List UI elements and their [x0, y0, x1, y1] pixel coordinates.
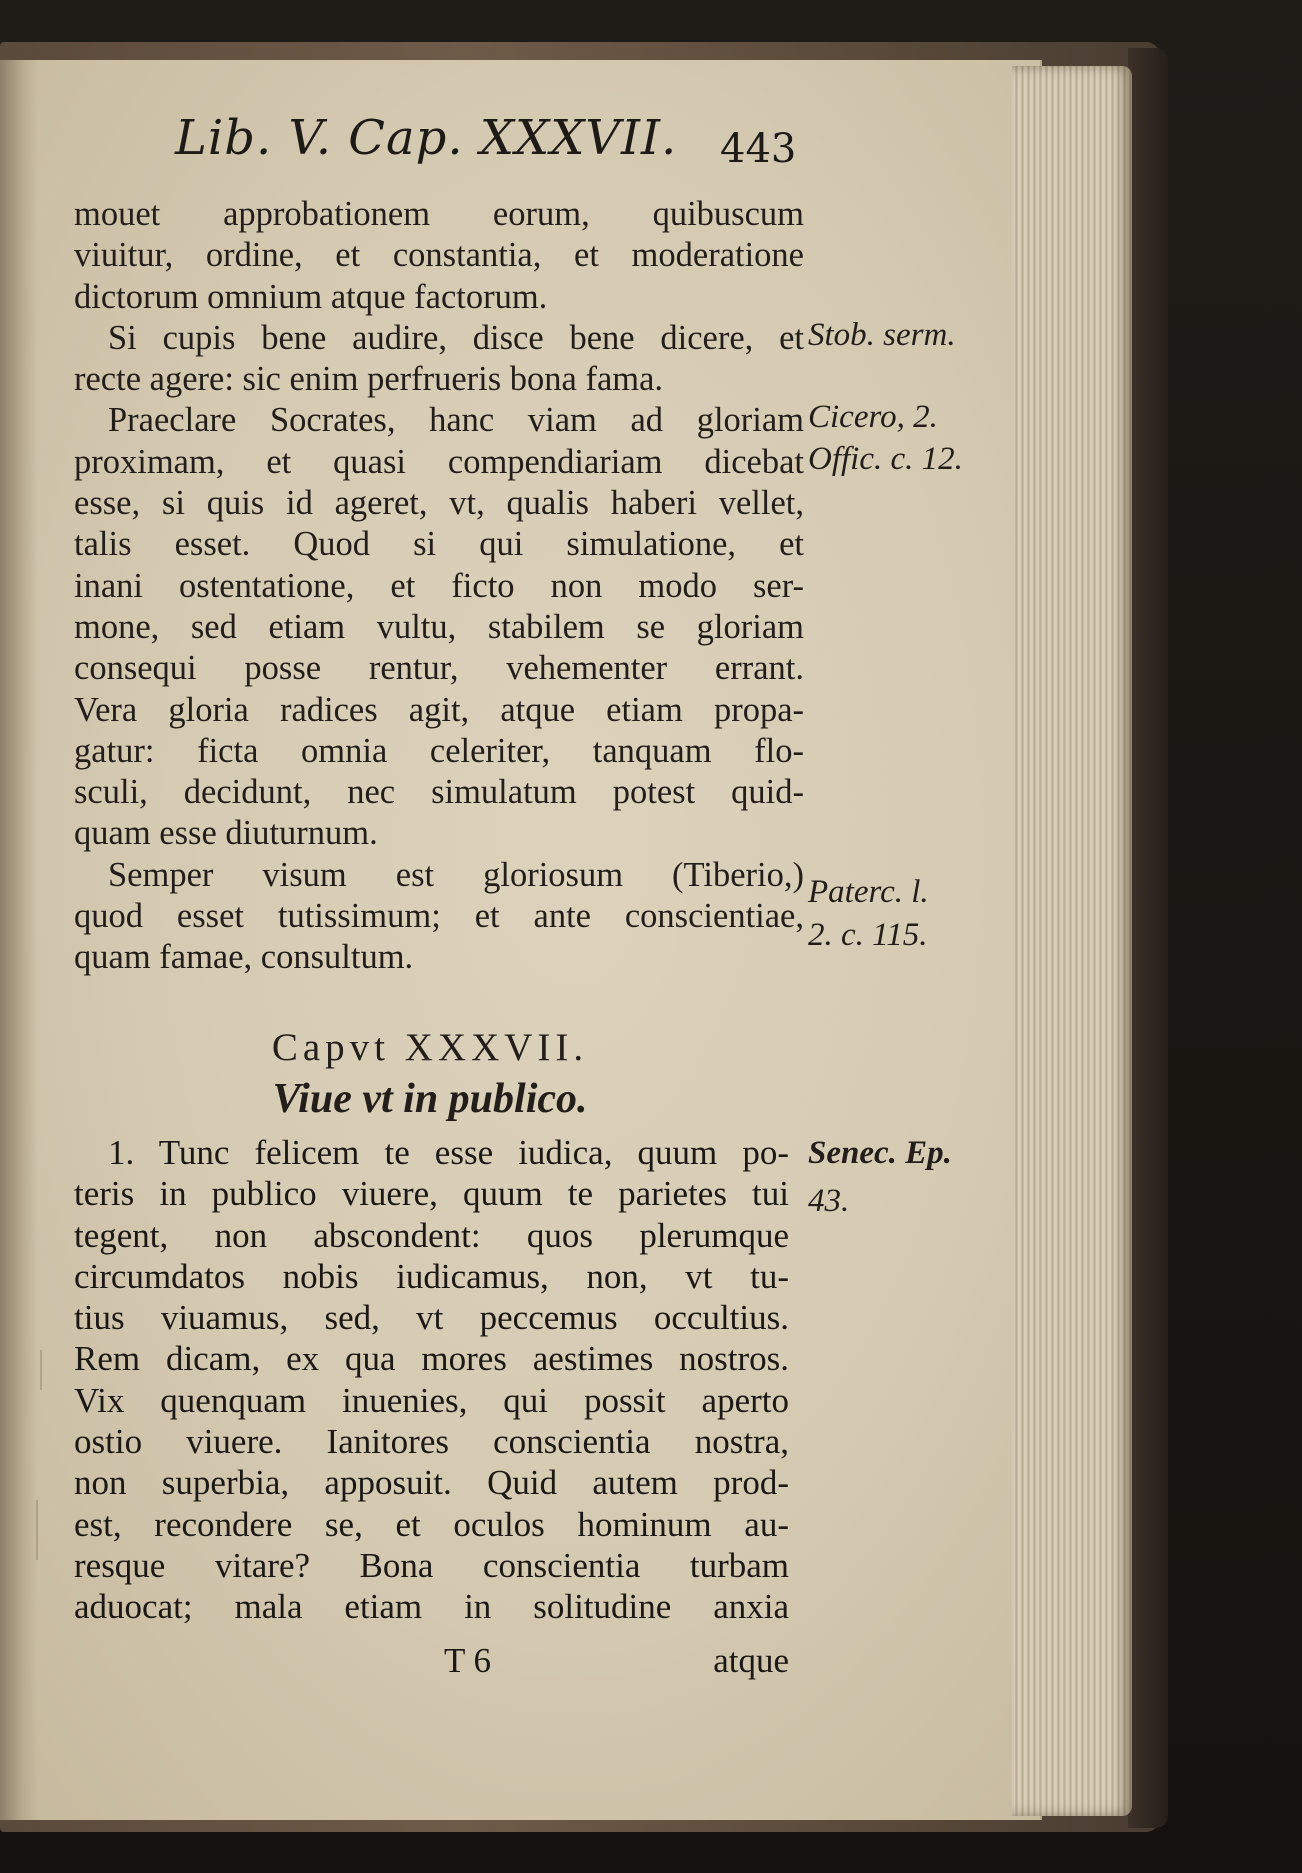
text-line: tegent, non abscondent: quos plerumque [74, 1215, 789, 1255]
text-line: mone, sed etiam vultu, stabilem se gloriam [74, 607, 804, 646]
running-head [0, 110, 1302, 170]
page-number: 443 [720, 126, 797, 172]
text-line: proximam, et quasi compendiariam dicebat [74, 442, 804, 481]
marginal-note-seneca-epistle: 43. [808, 1183, 850, 1219]
text-line: Vera gloria radices agit, atque etiam propa- [74, 690, 804, 729]
chapter-subtitle: Viue vt in publico. [272, 1076, 588, 1122]
text-line: viuitur, ordine, et constantia, et moderatione [74, 236, 804, 275]
paper-blemish [36, 1500, 38, 1560]
page-gutter [0, 60, 38, 1820]
text-line: dictorum omnium atque factorum. [74, 277, 548, 316]
text-line: tius viuamus, sed, vt peccemus occultius. [74, 1298, 789, 1338]
text-line: sculi, decidunt, nec simulatum potest quid- [74, 773, 804, 812]
text-line: Rem dicam, ex qua mores aestimes nostros. [74, 1339, 789, 1379]
text-line: non superbia, apposuit. Quid autem prod- [74, 1463, 789, 1503]
text-line: mouet approbationem eorum, quibuscum [74, 195, 804, 233]
text-line: Si cupis bene audire, disce bene dicere, et [108, 318, 804, 357]
catchword: atque [713, 1641, 789, 1680]
text-line: quam famae, consultum. [74, 938, 414, 977]
text-line: gatur: ficta omnia celeriter, tanquam flo- [74, 731, 804, 770]
text-line: 1. Tunc felicem te esse iudica, quum po- [108, 1133, 789, 1172]
text-line: teris in publico viuere, quum te parietes tui [74, 1174, 789, 1214]
marginal-note-seneca: Senec. Ep. [808, 1135, 952, 1171]
marginal-note-cicero-offic: Offic. c. 12. [808, 441, 963, 477]
page-edges [1012, 66, 1132, 1816]
text-line: resque vitare? Bona conscientia turbam [74, 1545, 789, 1585]
text-line: Praeclare Socrates, hanc viam ad gloriam [108, 401, 804, 440]
paper-blemish [40, 1350, 42, 1390]
chapter-heading: Capvt XXXVII. [271, 1026, 589, 1069]
text-line: esse, si quis id ageret, vt, qualis haberi vellet, [74, 484, 804, 523]
running-head-title: Lib. V. Cap. XXXVII. [175, 110, 678, 166]
text-line: aduocat; mala etiam in solitudine anxia [74, 1587, 789, 1627]
text-line: ostio viuere. Ianitores conscientia nostra, [74, 1422, 789, 1462]
text-line: Vix quenquam inuenies, qui possit aperto [74, 1380, 789, 1420]
text-line: est, recondere se, et oculos hominum au- [74, 1504, 789, 1544]
marginal-note-cicero: Cicero, 2. [808, 399, 938, 435]
text-line: Semper visum est gloriosum (Tiberio,) [108, 855, 804, 894]
text-line: quam esse diuturnum. [74, 814, 378, 853]
main-text-lower [74, 1132, 789, 1628]
marginal-note-paterculus: Paterc. l. [808, 874, 929, 910]
main-text-upper [74, 194, 804, 979]
text-line: circumdatos nobis iudicamus, non, vt tu- [74, 1256, 789, 1296]
text-line: inani ostentatione, et ficto non modo ser- [74, 566, 804, 605]
text-line: talis esset. Quod si qui simulatione, et [74, 525, 804, 564]
page-footer [74, 1641, 789, 1687]
book-fore-edge-shadow [1128, 48, 1168, 1828]
marginal-note-paterculus-ref: 2. c. 115. [808, 917, 928, 953]
text-line: recte agere: sic enim perfrueris bona fama. [74, 360, 664, 399]
signature-mark: T 6 [444, 1641, 491, 1680]
text-line: consequi posse rentur, vehementer errant. [74, 649, 804, 688]
marginal-note-stobaeus: Stob. serm. [808, 317, 956, 353]
text-line: quod esset tutissimum; et ante conscientiae, [74, 897, 804, 936]
